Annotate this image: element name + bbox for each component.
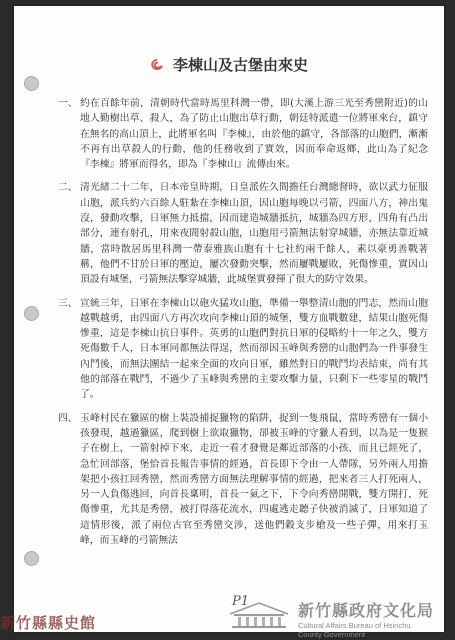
punch-hole (24, 306, 39, 321)
paragraph (58, 96, 428, 172)
document-page (14, 6, 444, 632)
bureau-name-en: County Government (298, 630, 366, 639)
page-number: P1 (232, 594, 250, 609)
paragraph (58, 180, 428, 287)
paragraph-number: 一、 (58, 98, 78, 109)
title-row (14, 54, 444, 75)
punch-hole (24, 551, 39, 566)
paragraph-number: 二、 (58, 182, 78, 194)
archive-seal: 新竹縣縣史館 (0, 614, 97, 632)
document-body (58, 96, 428, 556)
punch-hole (24, 76, 39, 91)
paragraph-number: 四、 (58, 412, 78, 424)
bureau-watermark (298, 598, 455, 639)
bureau-name-zh: 新竹縣政府文化局 (298, 601, 435, 620)
swirl-icon (150, 58, 164, 72)
paragraph-text: 宣統三年，日軍在李棟山以砲火猛攻山胞，準備一舉整清山胞的門志，然而山胞越戰越勇，由四面八方再次攻向李棟山頂的城堡，雙方血戰數建，結果山胞死傷慘重，這是李棟山抗日事件。英勇的山胞們對抗日軍的侵略約十一年之久，雙方死傷數千人，日本軍同都無法得逞，然而卻因玉峰與秀巒的山胞們為一件事發生內鬥後，而無法團結一起來全面的攻向日軍，雖然對日的戰鬥均表結束，尚有其他的部落在戰鬥，不過少了玉峰與秀巒的主要攻擊力量，只剩下一些零星的戰鬥了。 (80, 297, 428, 401)
paragraph-text: 清光緒二十二年，日本帝皇時期，日皇派佐久間擔任台灣總督時，欲以武力征服山胞，派兵約六百餘人駐紮在李棟山頂，因山胞每晚以弓箭，四面八方，神出鬼沒，發動攻擊，日軍無力抵擋，因而建造城牆抵抗，城牆為四方形，四角有凸出部分，連有射孔，用來夜間射殺山胞，山胞用弓箭無法射穿城牆，亦無法靠近城牆，當時散居馬里科灣一帶泰雅族山胞有十七社約兩千餘人，素以豪勇善戰著稱，他們不甘於日軍的壓迫，屢次發動突擊，然而屢戰屢敗，死傷慘重，實因山頂設有城堡，弓箭無法擊穿城牆，此城堡實發揮了很大的防守效果。 (80, 182, 428, 286)
bureau-name-en: Cultural Affairs Bureau of Hsinchu (298, 621, 411, 630)
paragraph-text: 玉峰村民在獵區的樹上裝設捕捉獵物的陷阱，捉到一隻飛鼠，當時秀巒有一個小孩發現，越過獵區，爬到樹上欲取獵物，卻被玉峰的守獵人看到，以為是一隻猴子在樹上，一箭射掉下來，走近一看才發覺是鄰近部落的小孩，而且已經死了，急忙回部落，堡恰首長報告事情的經過，首長即下令由一人帶隊，另外兩人用擔架把小孩扛回秀巒，然而秀巒方面無法理解事情的經過，把來者三人打死兩人，另一人負傷逃回，向首長稟明，首長一氣之下，下令向秀巒開戰，雙方開打，死傷慘重，尤其是秀巒，被打得落花流水，四處逃走聽子快被消滅了，日軍知道了這情形後，派了兩位古官至秀巒交涉，送他們穀支步槍及一些子彈，用來打玉峰，而玉峰的弓箭無法 (80, 412, 428, 547)
paragraph-text: 約在百餘年前，清朝時代當時馬里科灣一帶，即(大溪上游三光至秀巒附近)的山地人勤樹出草、殺人，為了防止山胞出草行動，朝廷特派遣一位將軍來台，鎮守在無名的高山頂上，此將軍名叫『李棟』，由於他的鎮守，各部落的山胞們，漸漸不再有出草殺人的行動，他的任務收到了實效，因而奉命返鄉，此山為了紀念『李棟』將軍而得名，即為『李棟山』流傳由來。 (80, 98, 428, 171)
paragraph (58, 411, 428, 549)
paragraph (58, 296, 428, 403)
bureau-building-icon (226, 600, 292, 630)
document-title: 李棟山及古堡由來史 (173, 56, 309, 74)
paragraph-number: 三、 (58, 297, 78, 309)
